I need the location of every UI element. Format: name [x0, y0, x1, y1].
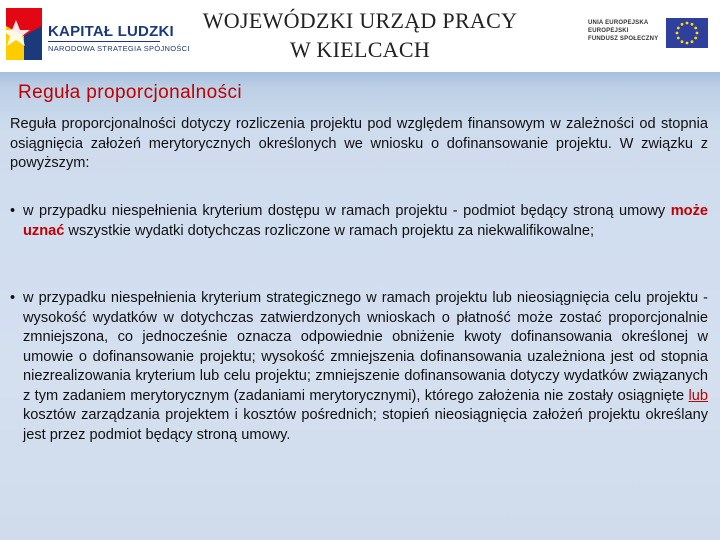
kapital-ludzki-subtitle: NARODOWA STRATEGIA SPÓJNOŚCI — [48, 44, 190, 53]
office-title — [150, 6, 570, 64]
eu-logo-line3: FUNDUSZ SPOŁECZNY — [588, 36, 659, 42]
bullet1-emphasis: może uznać — [23, 203, 708, 239]
bullet-marker: • — [10, 203, 16, 219]
office-title-line1: WOJEWÓDZKI URZĄD PRACY — [202, 8, 518, 33]
eu-logo-line2: EUROPEJSKI — [588, 28, 629, 34]
bullet-marker: • — [10, 290, 16, 306]
bullet-access-criterion — [10, 202, 708, 241]
slide-title: Reguła proporcjonalności — [18, 82, 243, 103]
bullet2-emphasis: lub — [688, 387, 708, 404]
content-panel — [0, 72, 720, 540]
eu-logo — [586, 18, 716, 52]
eu-logo-line1: UNIA EUROPEJSKA — [588, 20, 649, 26]
bullet2-text-before: w przypadku niespełnienia kryterium strategicznego w ramach projektu lub nieosiągnięcia celu projektu - wysokość wydatków w dotychczas zatwierdzonych wnioskach o płatność może zostać proporcjonalnie zmniejszona, co jednocześnie oznacza odpowiednie obniżenie kwoty dofinansowania określonej w umowie o dofinansowanie projektu; wysokość zmniejszenia dofinansowania uzależniona jest od stopnia niezrealizowania kryterium lub celu projektu; zmniejszenie dofinansowania dotyczy wydatków związanych z tym zadaniem merytorycznym (zadaniami merytorycznymi), którego założenia nie zostały osiągnięte — [23, 290, 708, 404]
bullet2-text-after: kosztów zarządzania projektem i kosztów pośrednich; stopień nieosiągnięcia założeń projektu określany jest przez podmiot będący stroną umowy. — [23, 407, 708, 443]
bullet1-text-before: w przypadku niespełnienia kryterium dostępu w ramach projektu - podmiot będący stroną umowy — [23, 203, 671, 219]
page-header — [0, 0, 720, 72]
bullet-text — [23, 202, 708, 241]
kapital-ludzki-logo — [4, 6, 190, 62]
bullet-strategic-criterion — [10, 289, 708, 445]
eu-flag-icon — [666, 18, 708, 48]
kapital-ludzki-divider — [48, 41, 160, 42]
eu-logo-text — [588, 19, 662, 43]
intro-paragraph: Reguła proporcjonalności dotyczy rozliczenia projektu pod względem finansowym w zależności od stopnia osiągnięcia założeń merytorycznych określonych we wniosku o dofinansowanie projektu. W związku z powyższym: — [10, 116, 708, 171]
kapital-ludzki-emblem-icon — [4, 6, 48, 62]
bullet1-text-after: wszystkie wydatki dotychczas rozliczone w ramach projektu za niekwalifikowalne; — [64, 222, 594, 239]
office-title-line2: W KIELCACH — [289, 37, 431, 62]
kapital-ludzki-title: KAPITAŁ LUDZKI — [48, 23, 174, 40]
bullet-text — [23, 289, 708, 445]
